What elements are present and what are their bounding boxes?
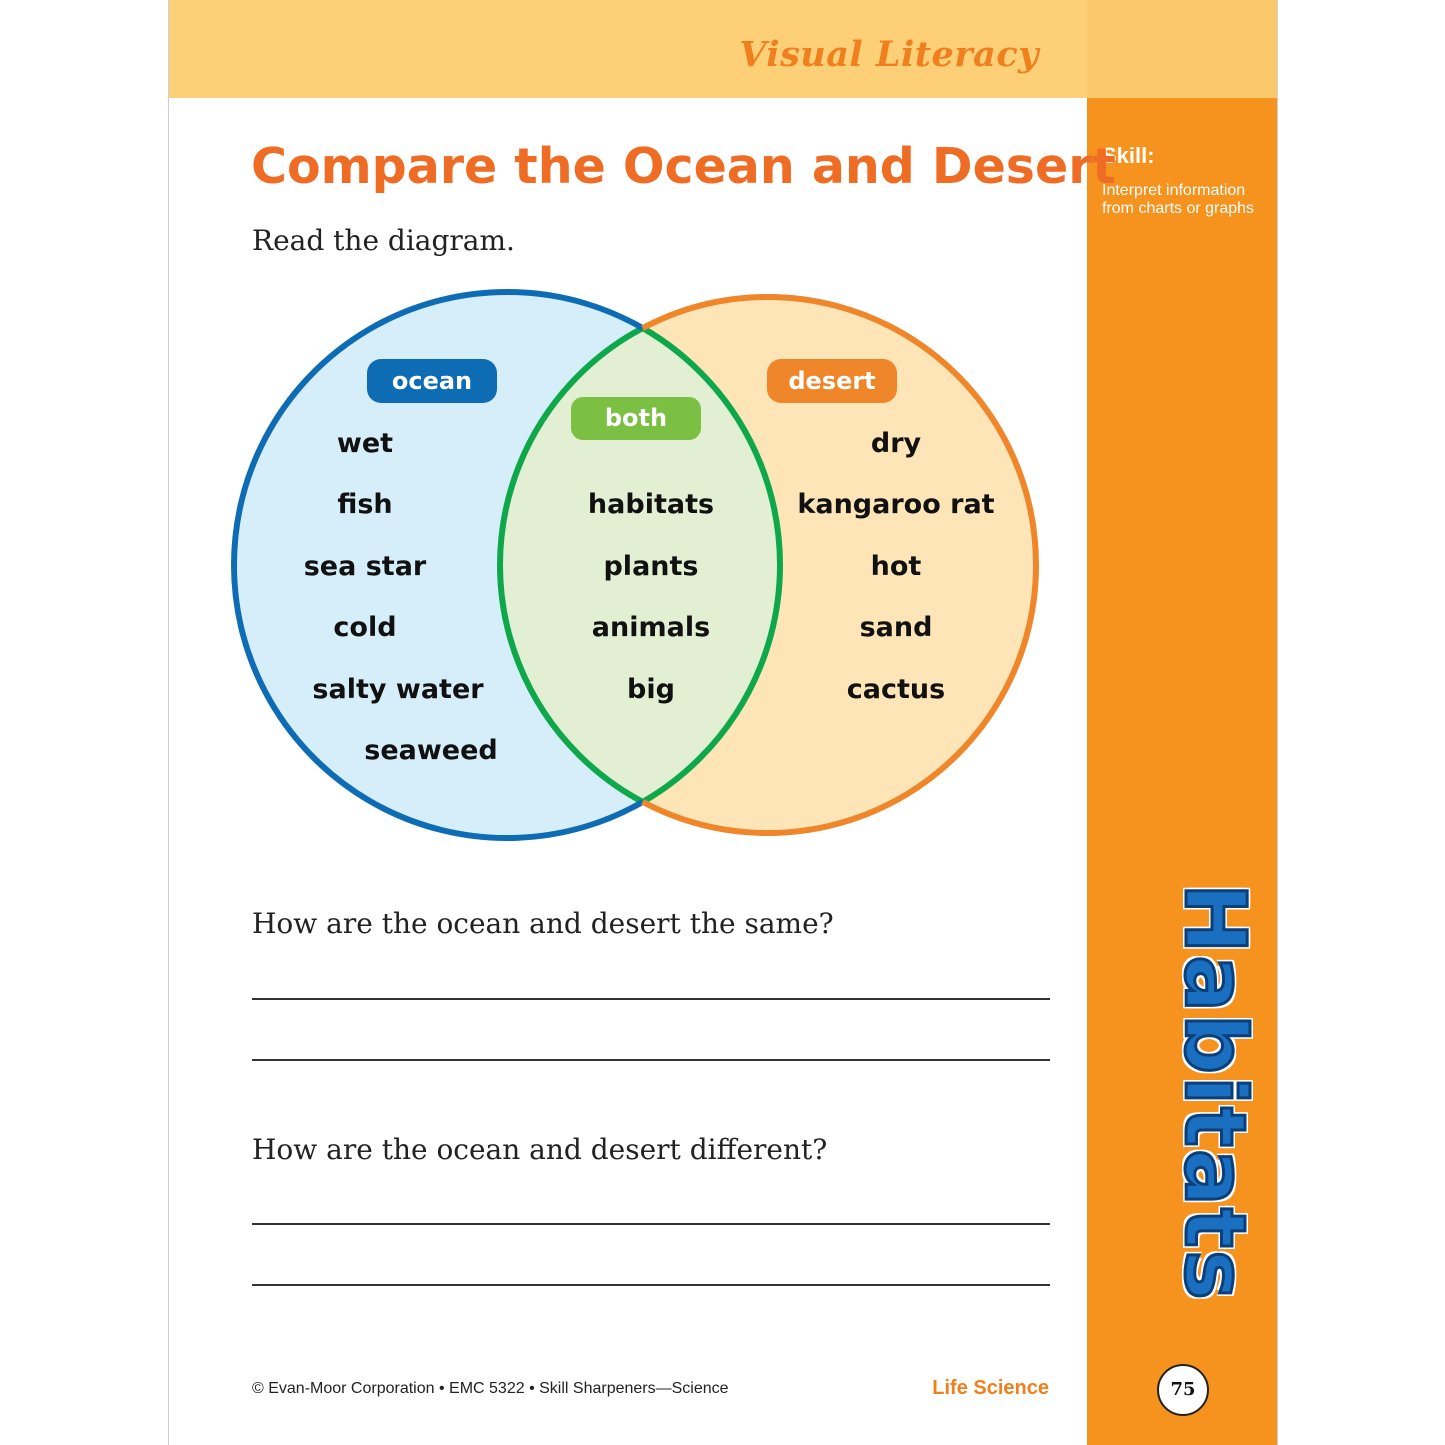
- both-item: plants: [603, 551, 699, 582]
- desert-label: desert: [788, 367, 876, 395]
- both-item: animals: [591, 612, 711, 643]
- worksheet-page: [168, 0, 1278, 1445]
- question-different: How are the ocean and desert different?: [252, 1133, 828, 1166]
- answer-line[interactable]: [252, 1059, 1050, 1061]
- skill-title: Skill:: [1102, 143, 1155, 168]
- page-number: 75: [1157, 1364, 1209, 1416]
- ocean-item: fish: [337, 489, 393, 520]
- instructions: Read the diagram.: [252, 224, 515, 257]
- ocean-item: cold: [333, 612, 397, 643]
- desert-item: cactus: [846, 674, 946, 705]
- ocean-item: salty water: [312, 674, 484, 705]
- desert-item: sand: [859, 612, 933, 643]
- desert-item: kangaroo rat: [797, 489, 995, 520]
- header-band-corner: [1087, 0, 1277, 98]
- topic-title: Habitats: [1166, 883, 1264, 1302]
- answer-line[interactable]: [252, 998, 1050, 1000]
- ocean-label: ocean: [391, 367, 473, 395]
- footer-credit: © Evan-Moor Corporation • EMC 5322 • Skill Sharpeners—Science: [252, 1380, 729, 1397]
- both-item: big: [627, 674, 675, 705]
- desert-item: hot: [870, 551, 922, 582]
- ocean-item: seaweed: [364, 735, 498, 766]
- both-label: both: [604, 404, 668, 432]
- footer-section: Life Science: [932, 1377, 1049, 1399]
- answer-line[interactable]: [252, 1284, 1050, 1286]
- section-label: Visual Literacy: [739, 34, 1039, 75]
- skill-description: Interpret information from charts or graphs: [1102, 182, 1255, 217]
- answer-line[interactable]: [252, 1223, 1050, 1225]
- sidebar: [1087, 98, 1277, 1445]
- venn-diagram: [169, 0, 1087, 860]
- question-same: How are the ocean and desert the same?: [252, 907, 834, 940]
- both-item: habitats: [587, 489, 715, 520]
- ocean-item: sea star: [303, 551, 427, 582]
- page-title: Compare the Ocean and Desert: [251, 138, 1116, 195]
- ocean-item: wet: [336, 428, 394, 459]
- desert-item: dry: [870, 428, 922, 459]
